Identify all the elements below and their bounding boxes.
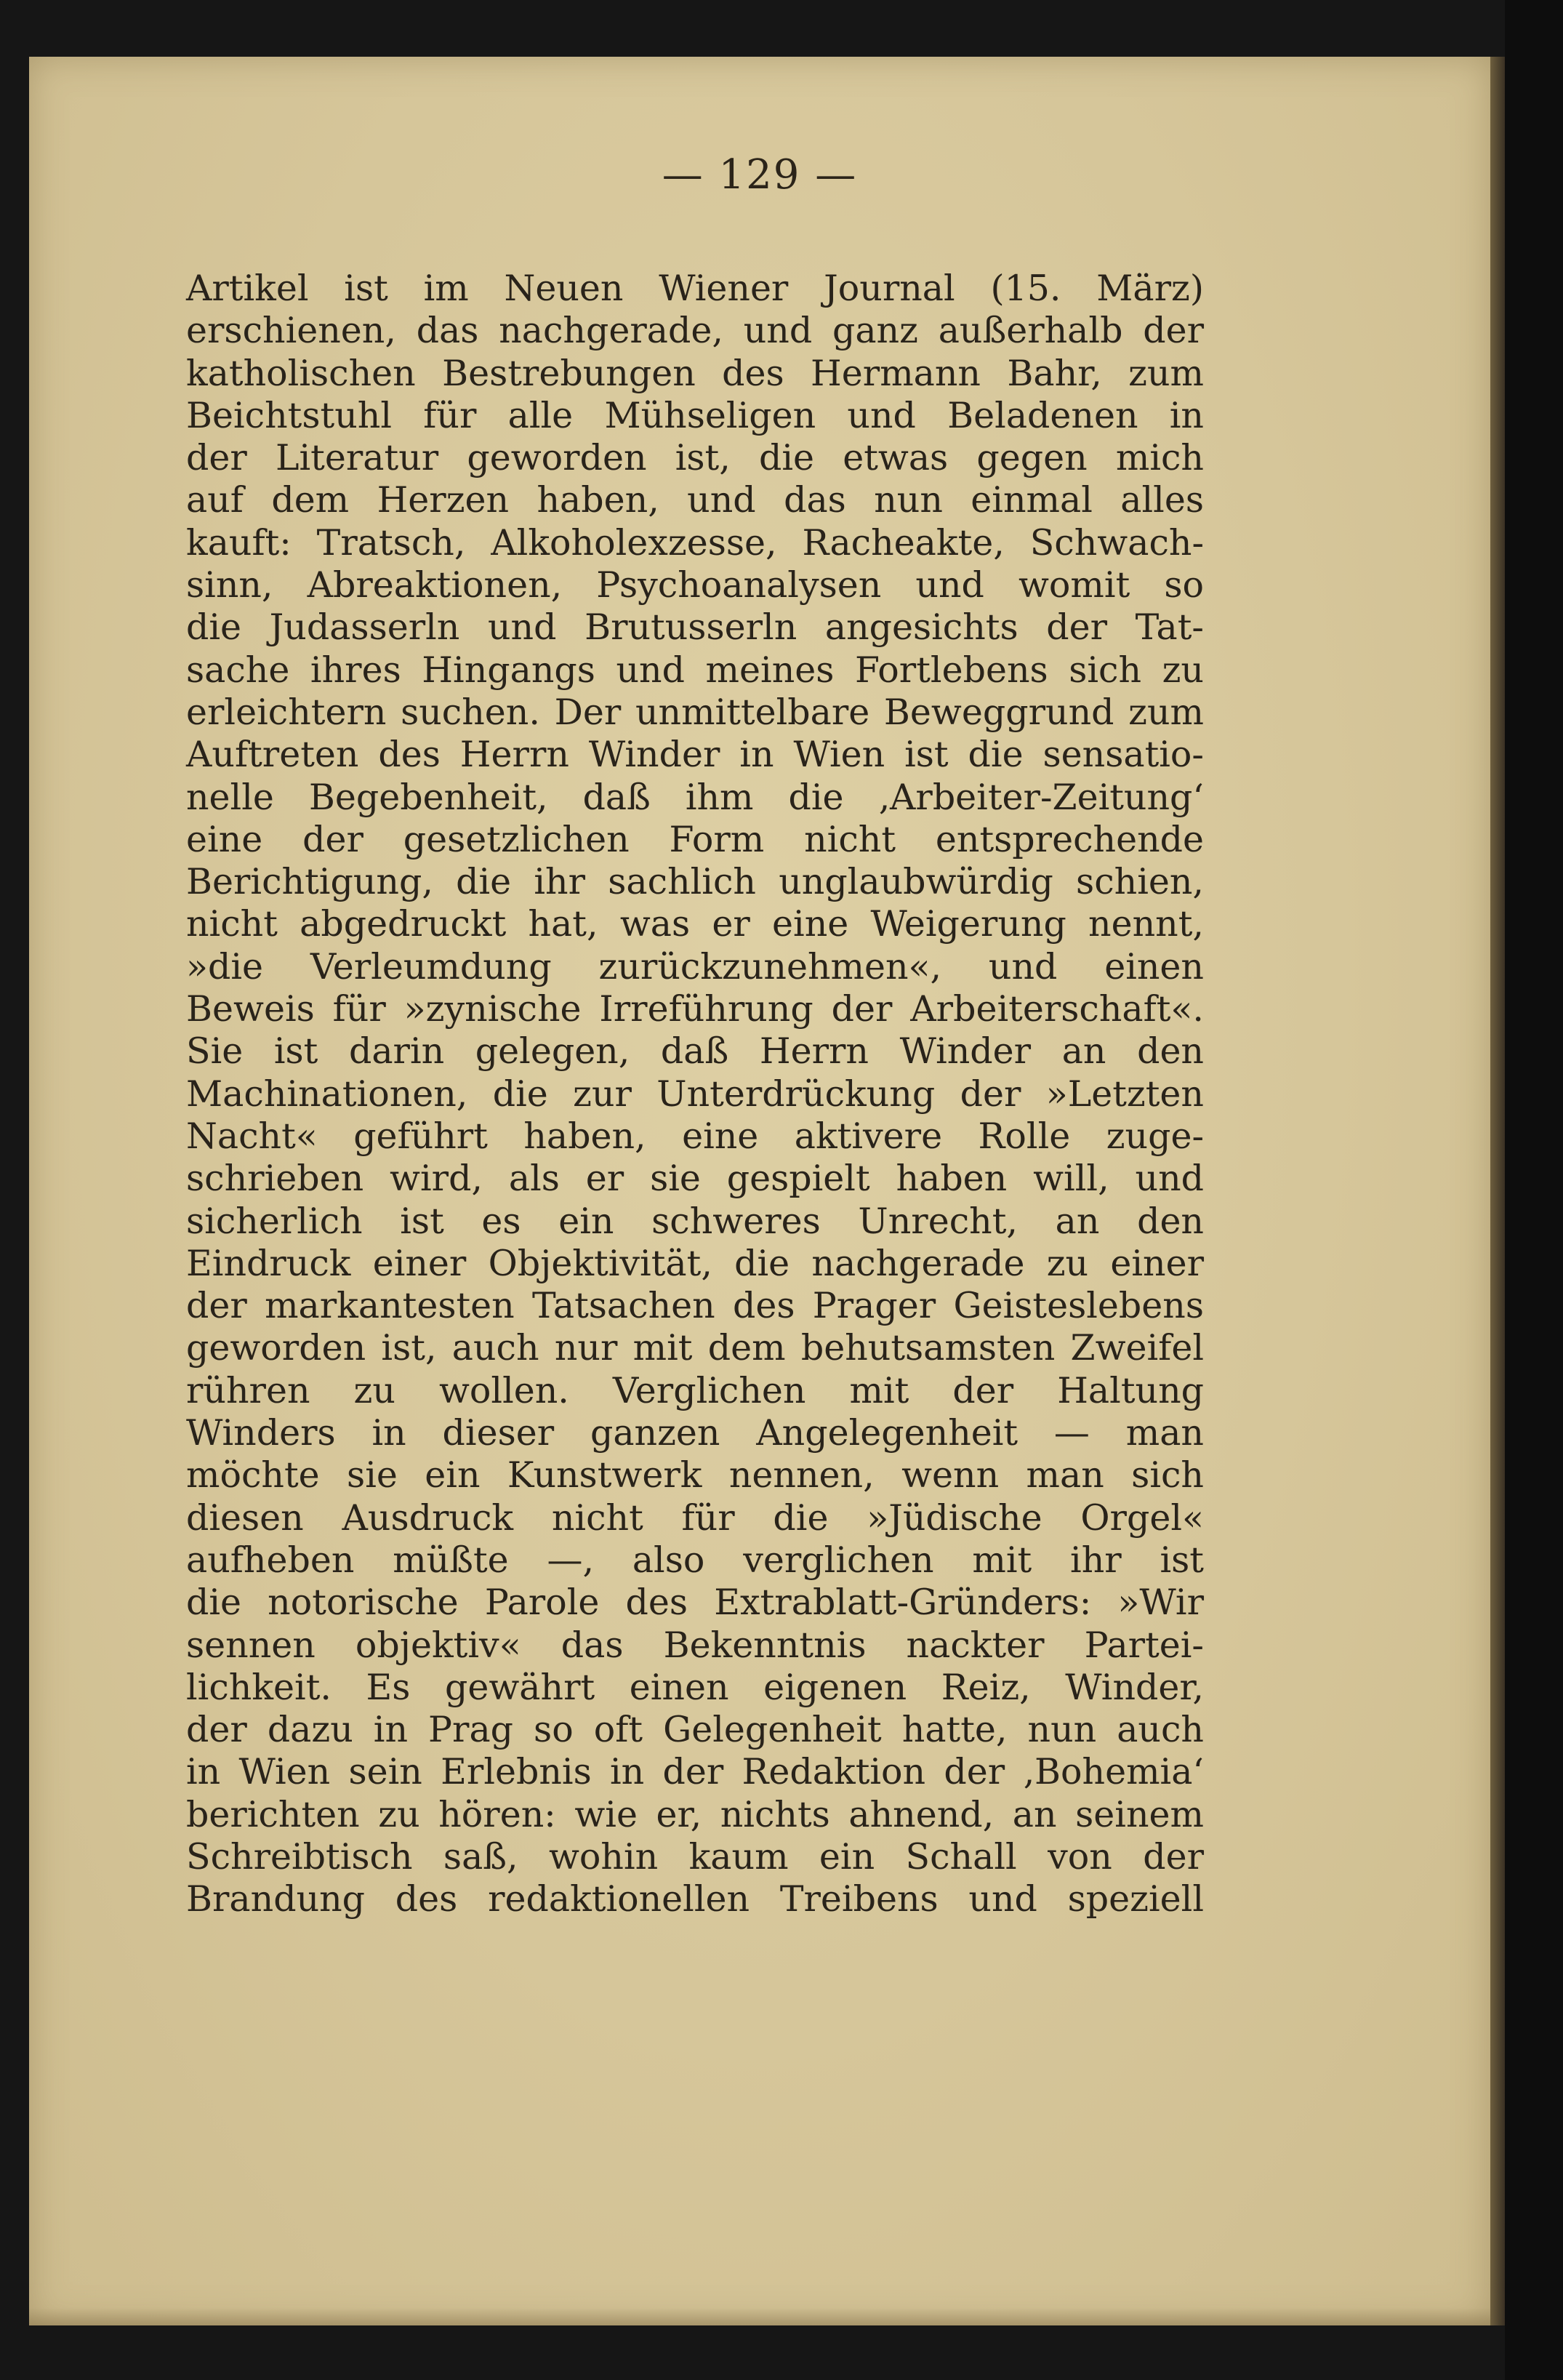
- text-line: diesen Ausdruck nicht für die »Jüdische Orgel«: [186, 1496, 1204, 1539]
- text-line: erleichtern suchen. Der unmittelbare Beweggrund zum: [186, 691, 1204, 733]
- text-line: »die Verleumdung zurückzunehmen«, und einen: [186, 945, 1204, 987]
- text-line: berichten zu hören: wie er, nichts ahnend, an seinem: [186, 1793, 1204, 1835]
- text-line: kauft: Tratsch, Alkoholexzesse, Racheakte, Schwach-: [186, 521, 1204, 564]
- text-line: in Wien sein Erlebnis in der Redaktion der ‚Bohemia‘: [186, 1751, 1204, 1793]
- text-line: nelle Begebenheit, daß ihm die ‚Arbeiter-Zeitung‘: [186, 776, 1204, 818]
- text-line: die Judasserln und Brutusserln angesichts der Tat-: [186, 606, 1204, 649]
- text-line: eine der gesetzlichen Form nicht entsprechende: [186, 818, 1204, 860]
- text-line: rühren zu wollen. Verglichen mit der Haltung: [186, 1369, 1204, 1411]
- text-line: erschienen, das nachgerade, und ganz außerhalb der: [186, 310, 1204, 352]
- text-line: Auftreten des Herrn Winder in Wien ist die sensatio-: [186, 734, 1204, 776]
- text-line: Brandung des redaktionellen Treibens und speziell: [186, 1878, 1204, 1920]
- text-line: Winders in dieser ganzen Angelegenheit — man: [186, 1412, 1204, 1454]
- text-line: sennen objektiv« das Bekenntnis nackter Partei-: [186, 1624, 1204, 1666]
- text-line: sicherlich ist es ein schweres Unrecht, an den: [186, 1200, 1204, 1242]
- text-line: der Literatur geworden ist, die etwas gegen mich: [186, 437, 1204, 479]
- text-line: geworden ist, auch nur mit dem behutsamsten Zweifel: [186, 1327, 1204, 1369]
- text-line: Berichtigung, die ihr sachlich unglaubwürdig schien,: [186, 861, 1204, 903]
- text-line: Beichtstuhl für alle Mühseligen und Beladenen in: [186, 394, 1204, 436]
- text-line: Schreibtisch saß, wohin kaum ein Schall von der: [186, 1835, 1204, 1878]
- book-gutter-shadow: [1505, 0, 1563, 2380]
- text-line: der markantesten Tatsachen des Prager Geisteslebens: [186, 1285, 1204, 1327]
- text-line: Machinationen, die zur Unterdrückung der »Letzten: [186, 1073, 1204, 1115]
- book-spine-edge: [1490, 57, 1505, 2325]
- text-line: Sie ist darin gelegen, daß Herrn Winder an den: [186, 1030, 1204, 1073]
- text-line: die notorische Parole des Extrablatt-Gründers: »Wir: [186, 1582, 1204, 1624]
- page-number: — 129 —: [662, 151, 858, 199]
- text-line: Eindruck einer Objektivität, die nachgerade zu einer: [186, 1242, 1204, 1284]
- text-line: möchte sie ein Kunstwerk nennen, wenn man sich: [186, 1454, 1204, 1496]
- text-line: lichkeit. Es gewährt einen eigenen Reiz, Winder,: [186, 1666, 1204, 1708]
- text-line: Artikel ist im Neuen Wiener Journal (15. März): [186, 268, 1204, 309]
- body-text: [186, 268, 1204, 1921]
- text-line: schrieben wird, als er sie gespielt haben will, und: [186, 1158, 1204, 1200]
- text-line: katholischen Bestrebungen des Hermann Bahr, zum: [186, 352, 1204, 394]
- text-line: sinn, Abreaktionen, Psychoanalysen und womit so: [186, 564, 1204, 606]
- text-line: auf dem Herzen haben, und das nun einmal alles: [186, 479, 1204, 521]
- book-page: [29, 57, 1490, 2325]
- text-line: Nacht« geführt haben, eine aktivere Rolle zuge-: [186, 1115, 1204, 1157]
- text-line: nicht abgedruckt hat, was er eine Weigerung nennt,: [186, 903, 1204, 945]
- text-line: der dazu in Prag so oft Gelegenheit hatte, nun auch: [186, 1709, 1204, 1751]
- text-line: Beweis für »zynische Irreführung der Arbeiterschaft«.: [186, 988, 1204, 1030]
- text-line: sache ihres Hingangs und meines Fortlebens sich zu: [186, 649, 1204, 691]
- text-line: aufheben müßte —, also verglichen mit ihr ist: [186, 1539, 1204, 1581]
